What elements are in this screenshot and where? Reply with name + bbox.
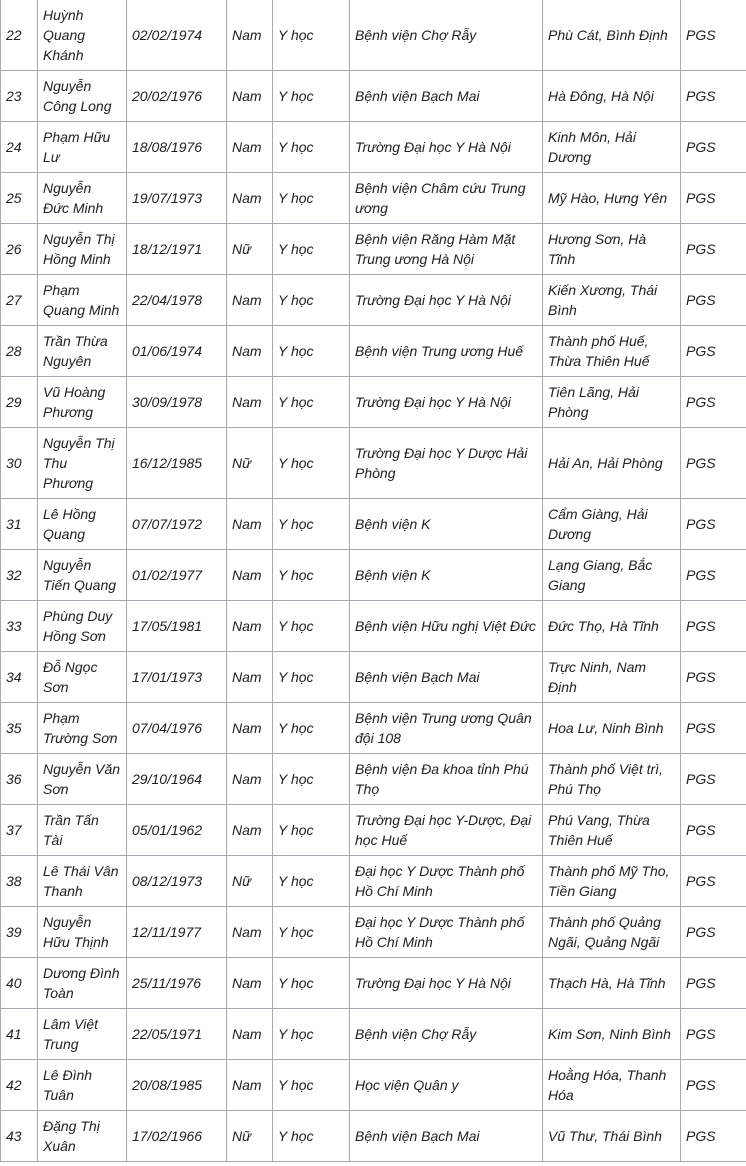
cell-birth-date: 25/11/1976 <box>127 958 227 1009</box>
cell-birth-date: 01/06/1974 <box>127 326 227 377</box>
table-row <box>1 754 746 805</box>
cell-gender: Nam <box>227 71 273 122</box>
table-row <box>1 805 746 856</box>
cell-name: Nguyễn Tiến Quang <box>38 550 127 601</box>
cell-title: PGS <box>681 958 746 1009</box>
cell-index: 23 <box>1 71 38 122</box>
cell-hometown: Thành phố Mỹ Tho, Tiền Giang <box>543 856 681 907</box>
cell-name: Phạm Quang Minh <box>38 275 127 326</box>
cell-hometown: Hoa Lư, Ninh Bình <box>543 703 681 754</box>
cell-field: Y học <box>273 71 350 122</box>
cell-birth-date: 30/09/1978 <box>127 377 227 428</box>
cell-hometown: Kinh Môn, Hải Dương <box>543 122 681 173</box>
cell-gender: Nam <box>227 958 273 1009</box>
cell-field: Y học <box>273 703 350 754</box>
cell-gender: Nam <box>227 550 273 601</box>
cell-field: Y học <box>273 1111 350 1162</box>
cell-name: Phạm Trường Sơn <box>38 703 127 754</box>
table-row <box>1 652 746 703</box>
cell-birth-date: 29/10/1964 <box>127 754 227 805</box>
cell-hometown: Thạch Hà, Hà Tĩnh <box>543 958 681 1009</box>
cell-workplace: Trường Đại học Y-Dược, Đại học Huế <box>350 805 543 856</box>
cell-index: 34 <box>1 652 38 703</box>
cell-hometown: Đức Thọ, Hà Tĩnh <box>543 601 681 652</box>
cell-gender: Nam <box>227 907 273 958</box>
cell-index: 29 <box>1 377 38 428</box>
cell-name: Đặng Thị Xuân <box>38 1111 127 1162</box>
cell-field: Y học <box>273 224 350 275</box>
cell-birth-date: 17/02/1966 <box>127 1111 227 1162</box>
cell-hometown: Kiến Xương, Thái Bình <box>543 275 681 326</box>
cell-gender: Nam <box>227 703 273 754</box>
cell-name: Đỗ Ngọc Sơn <box>38 652 127 703</box>
cell-name: Nguyễn Hữu Thịnh <box>38 907 127 958</box>
cell-hometown: Hương Sơn, Hà Tĩnh <box>543 224 681 275</box>
cell-hometown: Mỹ Hào, Hưng Yên <box>543 173 681 224</box>
cell-gender: Nam <box>227 499 273 550</box>
table-row <box>1 71 746 122</box>
cell-birth-date: 22/05/1971 <box>127 1009 227 1060</box>
cell-field: Y học <box>273 958 350 1009</box>
cell-name: Lê Hồng Quang <box>38 499 127 550</box>
cell-hometown: Thành phố Việt trì, Phú Thọ <box>543 754 681 805</box>
cell-birth-date: 19/07/1973 <box>127 173 227 224</box>
cell-field: Y học <box>273 499 350 550</box>
cell-birth-date: 07/07/1972 <box>127 499 227 550</box>
cell-gender: Nam <box>227 1009 273 1060</box>
cell-workplace: Trường Đại học Y Hà Nội <box>350 122 543 173</box>
cell-field: Y học <box>273 275 350 326</box>
cell-title: PGS <box>681 856 746 907</box>
cell-gender: Nam <box>227 377 273 428</box>
cell-index: 39 <box>1 907 38 958</box>
cell-field: Y học <box>273 122 350 173</box>
cell-gender: Nữ <box>227 224 273 275</box>
cell-field: Y học <box>273 1009 350 1060</box>
cell-hometown: Thành phố Huế, Thừa Thiên Huế <box>543 326 681 377</box>
cell-title: PGS <box>681 754 746 805</box>
cell-field: Y học <box>273 173 350 224</box>
table-row <box>1 122 746 173</box>
cell-title: PGS <box>681 326 746 377</box>
cell-title: PGS <box>681 377 746 428</box>
cell-hometown: Phú Vang, Thừa Thiên Huế <box>543 805 681 856</box>
cell-field: Y học <box>273 805 350 856</box>
table-row <box>1 958 746 1009</box>
cell-index: 40 <box>1 958 38 1009</box>
table-row <box>1 499 746 550</box>
cell-workplace: Bệnh viện K <box>350 499 543 550</box>
cell-workplace: Đại học Y Dược Thành phố Hồ Chí Minh <box>350 856 543 907</box>
cell-title: PGS <box>681 224 746 275</box>
table-row <box>1 326 746 377</box>
cell-title: PGS <box>681 275 746 326</box>
cell-index: 30 <box>1 428 38 499</box>
cell-workplace: Trường Đại học Y Hà Nội <box>350 275 543 326</box>
cell-workplace: Bệnh viện Châm cứu Trung ương <box>350 173 543 224</box>
cell-birth-date: 22/04/1978 <box>127 275 227 326</box>
cell-workplace: Bệnh viện Chợ Rẫy <box>350 1009 543 1060</box>
cell-birth-date: 17/01/1973 <box>127 652 227 703</box>
cell-gender: Nam <box>227 652 273 703</box>
cell-name: Nguyễn Công Long <box>38 71 127 122</box>
cell-field: Y học <box>273 856 350 907</box>
cell-index: 28 <box>1 326 38 377</box>
cell-workplace: Đại học Y Dược Thành phố Hồ Chí Minh <box>350 907 543 958</box>
table-row <box>1 173 746 224</box>
cell-workplace: Bệnh viện K <box>350 550 543 601</box>
table-row <box>1 1009 746 1060</box>
cell-gender: Nữ <box>227 428 273 499</box>
cell-hometown: Trực Ninh, Nam Định <box>543 652 681 703</box>
cell-title: PGS <box>681 122 746 173</box>
cell-title: PGS <box>681 703 746 754</box>
cell-birth-date: 20/02/1976 <box>127 71 227 122</box>
cell-field: Y học <box>273 907 350 958</box>
cell-index: 36 <box>1 754 38 805</box>
cell-birth-date: 07/04/1976 <box>127 703 227 754</box>
cell-workplace: Bệnh viện Đa khoa tỉnh Phú Thọ <box>350 754 543 805</box>
cell-birth-date: 05/01/1962 <box>127 805 227 856</box>
cell-index: 37 <box>1 805 38 856</box>
cell-name: Phùng Duy Hồng Sơn <box>38 601 127 652</box>
cell-name: Phạm Hữu Lư <box>38 122 127 173</box>
cell-workplace: Bệnh viện Bạch Mai <box>350 1111 543 1162</box>
cell-field: Y học <box>273 550 350 601</box>
cell-field: Y học <box>273 652 350 703</box>
cell-gender: Nam <box>227 1060 273 1111</box>
cell-title: PGS <box>681 499 746 550</box>
cell-workplace: Học viện Quân y <box>350 1060 543 1111</box>
cell-field: Y học <box>273 0 350 71</box>
cell-birth-date: 02/02/1974 <box>127 0 227 71</box>
cell-field: Y học <box>273 377 350 428</box>
cell-birth-date: 01/02/1977 <box>127 550 227 601</box>
cell-name: Nguyễn Văn Sơn <box>38 754 127 805</box>
table-row <box>1 856 746 907</box>
cell-index: 32 <box>1 550 38 601</box>
cell-workplace: Trường Đại học Y Hà Nội <box>350 377 543 428</box>
cell-field: Y học <box>273 326 350 377</box>
cell-gender: Nam <box>227 275 273 326</box>
cell-field: Y học <box>273 428 350 499</box>
cell-birth-date: 20/08/1985 <box>127 1060 227 1111</box>
cell-index: 41 <box>1 1009 38 1060</box>
cell-hometown: Hoằng Hóa, Thanh Hóa <box>543 1060 681 1111</box>
cell-birth-date: 17/05/1981 <box>127 601 227 652</box>
cell-hometown: Kim Sơn, Ninh Bình <box>543 1009 681 1060</box>
cell-hometown: Tiên Lãng, Hải Phòng <box>543 377 681 428</box>
cell-name: Lâm Việt Trung <box>38 1009 127 1060</box>
cell-hometown: Phù Cát, Bình Định <box>543 0 681 71</box>
table-row <box>1 601 746 652</box>
cell-birth-date: 08/12/1973 <box>127 856 227 907</box>
cell-workplace: Bệnh viện Trung ương Huế <box>350 326 543 377</box>
table-row <box>1 428 746 499</box>
cell-birth-date: 16/12/1985 <box>127 428 227 499</box>
cell-hometown: Lạng Giang, Bắc Giang <box>543 550 681 601</box>
cell-title: PGS <box>681 652 746 703</box>
cell-title: PGS <box>681 805 746 856</box>
cell-name: Lê Thái Vân Thanh <box>38 856 127 907</box>
table-row <box>1 1060 746 1111</box>
cell-index: 27 <box>1 275 38 326</box>
cell-index: 35 <box>1 703 38 754</box>
cell-title: PGS <box>681 907 746 958</box>
cell-index: 38 <box>1 856 38 907</box>
cell-name: Nguyễn Thị Hồng Minh <box>38 224 127 275</box>
table-row <box>1 377 746 428</box>
cell-hometown: Cẩm Giàng, Hải Dương <box>543 499 681 550</box>
cell-birth-date: 18/12/1971 <box>127 224 227 275</box>
table-row <box>1 550 746 601</box>
table-row <box>1 224 746 275</box>
cell-title: PGS <box>681 173 746 224</box>
cell-title: PGS <box>681 0 746 71</box>
cell-gender: Nam <box>227 0 273 71</box>
cell-birth-date: 18/08/1976 <box>127 122 227 173</box>
cell-gender: Nam <box>227 754 273 805</box>
cell-index: 42 <box>1 1060 38 1111</box>
cell-hometown: Hà Đông, Hà Nội <box>543 71 681 122</box>
cell-birth-date: 12/11/1977 <box>127 907 227 958</box>
table-row <box>1 1111 746 1162</box>
cell-index: 25 <box>1 173 38 224</box>
cell-workplace: Bệnh viện Trung ương Quân đội 108 <box>350 703 543 754</box>
cell-title: PGS <box>681 1060 746 1111</box>
cell-name: Vũ Hoàng Phương <box>38 377 127 428</box>
cell-title: PGS <box>681 1009 746 1060</box>
table-row <box>1 907 746 958</box>
cell-gender: Nam <box>227 601 273 652</box>
cell-index: 31 <box>1 499 38 550</box>
cell-gender: Nam <box>227 326 273 377</box>
cell-name: Nguyễn Đức Minh <box>38 173 127 224</box>
cell-workplace: Bệnh viện Chợ Rẫy <box>350 0 543 71</box>
cell-workplace: Bệnh viện Răng Hàm Mặt Trung ương Hà Nội <box>350 224 543 275</box>
cell-title: PGS <box>681 1111 746 1162</box>
cell-workplace: Trường Đại học Y Hà Nội <box>350 958 543 1009</box>
cell-name: Nguyễn Thị Thu Phương <box>38 428 127 499</box>
cell-index: 24 <box>1 122 38 173</box>
cell-gender: Nam <box>227 805 273 856</box>
cell-name: Dương Đình Toàn <box>38 958 127 1009</box>
cell-index: 22 <box>1 0 38 71</box>
table-row <box>1 703 746 754</box>
cell-title: PGS <box>681 601 746 652</box>
cell-title: PGS <box>681 428 746 499</box>
cell-workplace: Trường Đại học Y Dược Hải Phòng <box>350 428 543 499</box>
cell-name: Trần Tấn Tài <box>38 805 127 856</box>
cell-gender: Nữ <box>227 856 273 907</box>
cell-gender: Nam <box>227 122 273 173</box>
cell-index: 33 <box>1 601 38 652</box>
cell-name: Lê Đình Tuân <box>38 1060 127 1111</box>
cell-field: Y học <box>273 754 350 805</box>
cell-workplace: Bệnh viện Hữu nghị Việt Đức <box>350 601 543 652</box>
cell-index: 43 <box>1 1111 38 1162</box>
cell-workplace: Bệnh viện Bạch Mai <box>350 652 543 703</box>
cell-hometown: Vũ Thư, Thái Bình <box>543 1111 681 1162</box>
cell-name: Huỳnh Quang Khánh <box>38 0 127 71</box>
cell-gender: Nữ <box>227 1111 273 1162</box>
cell-workplace: Bệnh viện Bạch Mai <box>350 71 543 122</box>
table-row <box>1 275 746 326</box>
cell-field: Y học <box>273 601 350 652</box>
table-body <box>1 0 746 1162</box>
table-row <box>1 0 746 71</box>
cell-title: PGS <box>681 71 746 122</box>
cell-title: PGS <box>681 550 746 601</box>
cell-hometown: Thành phố Quảng Ngãi, Quảng Ngãi <box>543 907 681 958</box>
cell-hometown: Hải An, Hải Phòng <box>543 428 681 499</box>
cell-name: Trần Thừa Nguyên <box>38 326 127 377</box>
cell-field: Y học <box>273 1060 350 1111</box>
cell-index: 26 <box>1 224 38 275</box>
cell-gender: Nam <box>227 173 273 224</box>
